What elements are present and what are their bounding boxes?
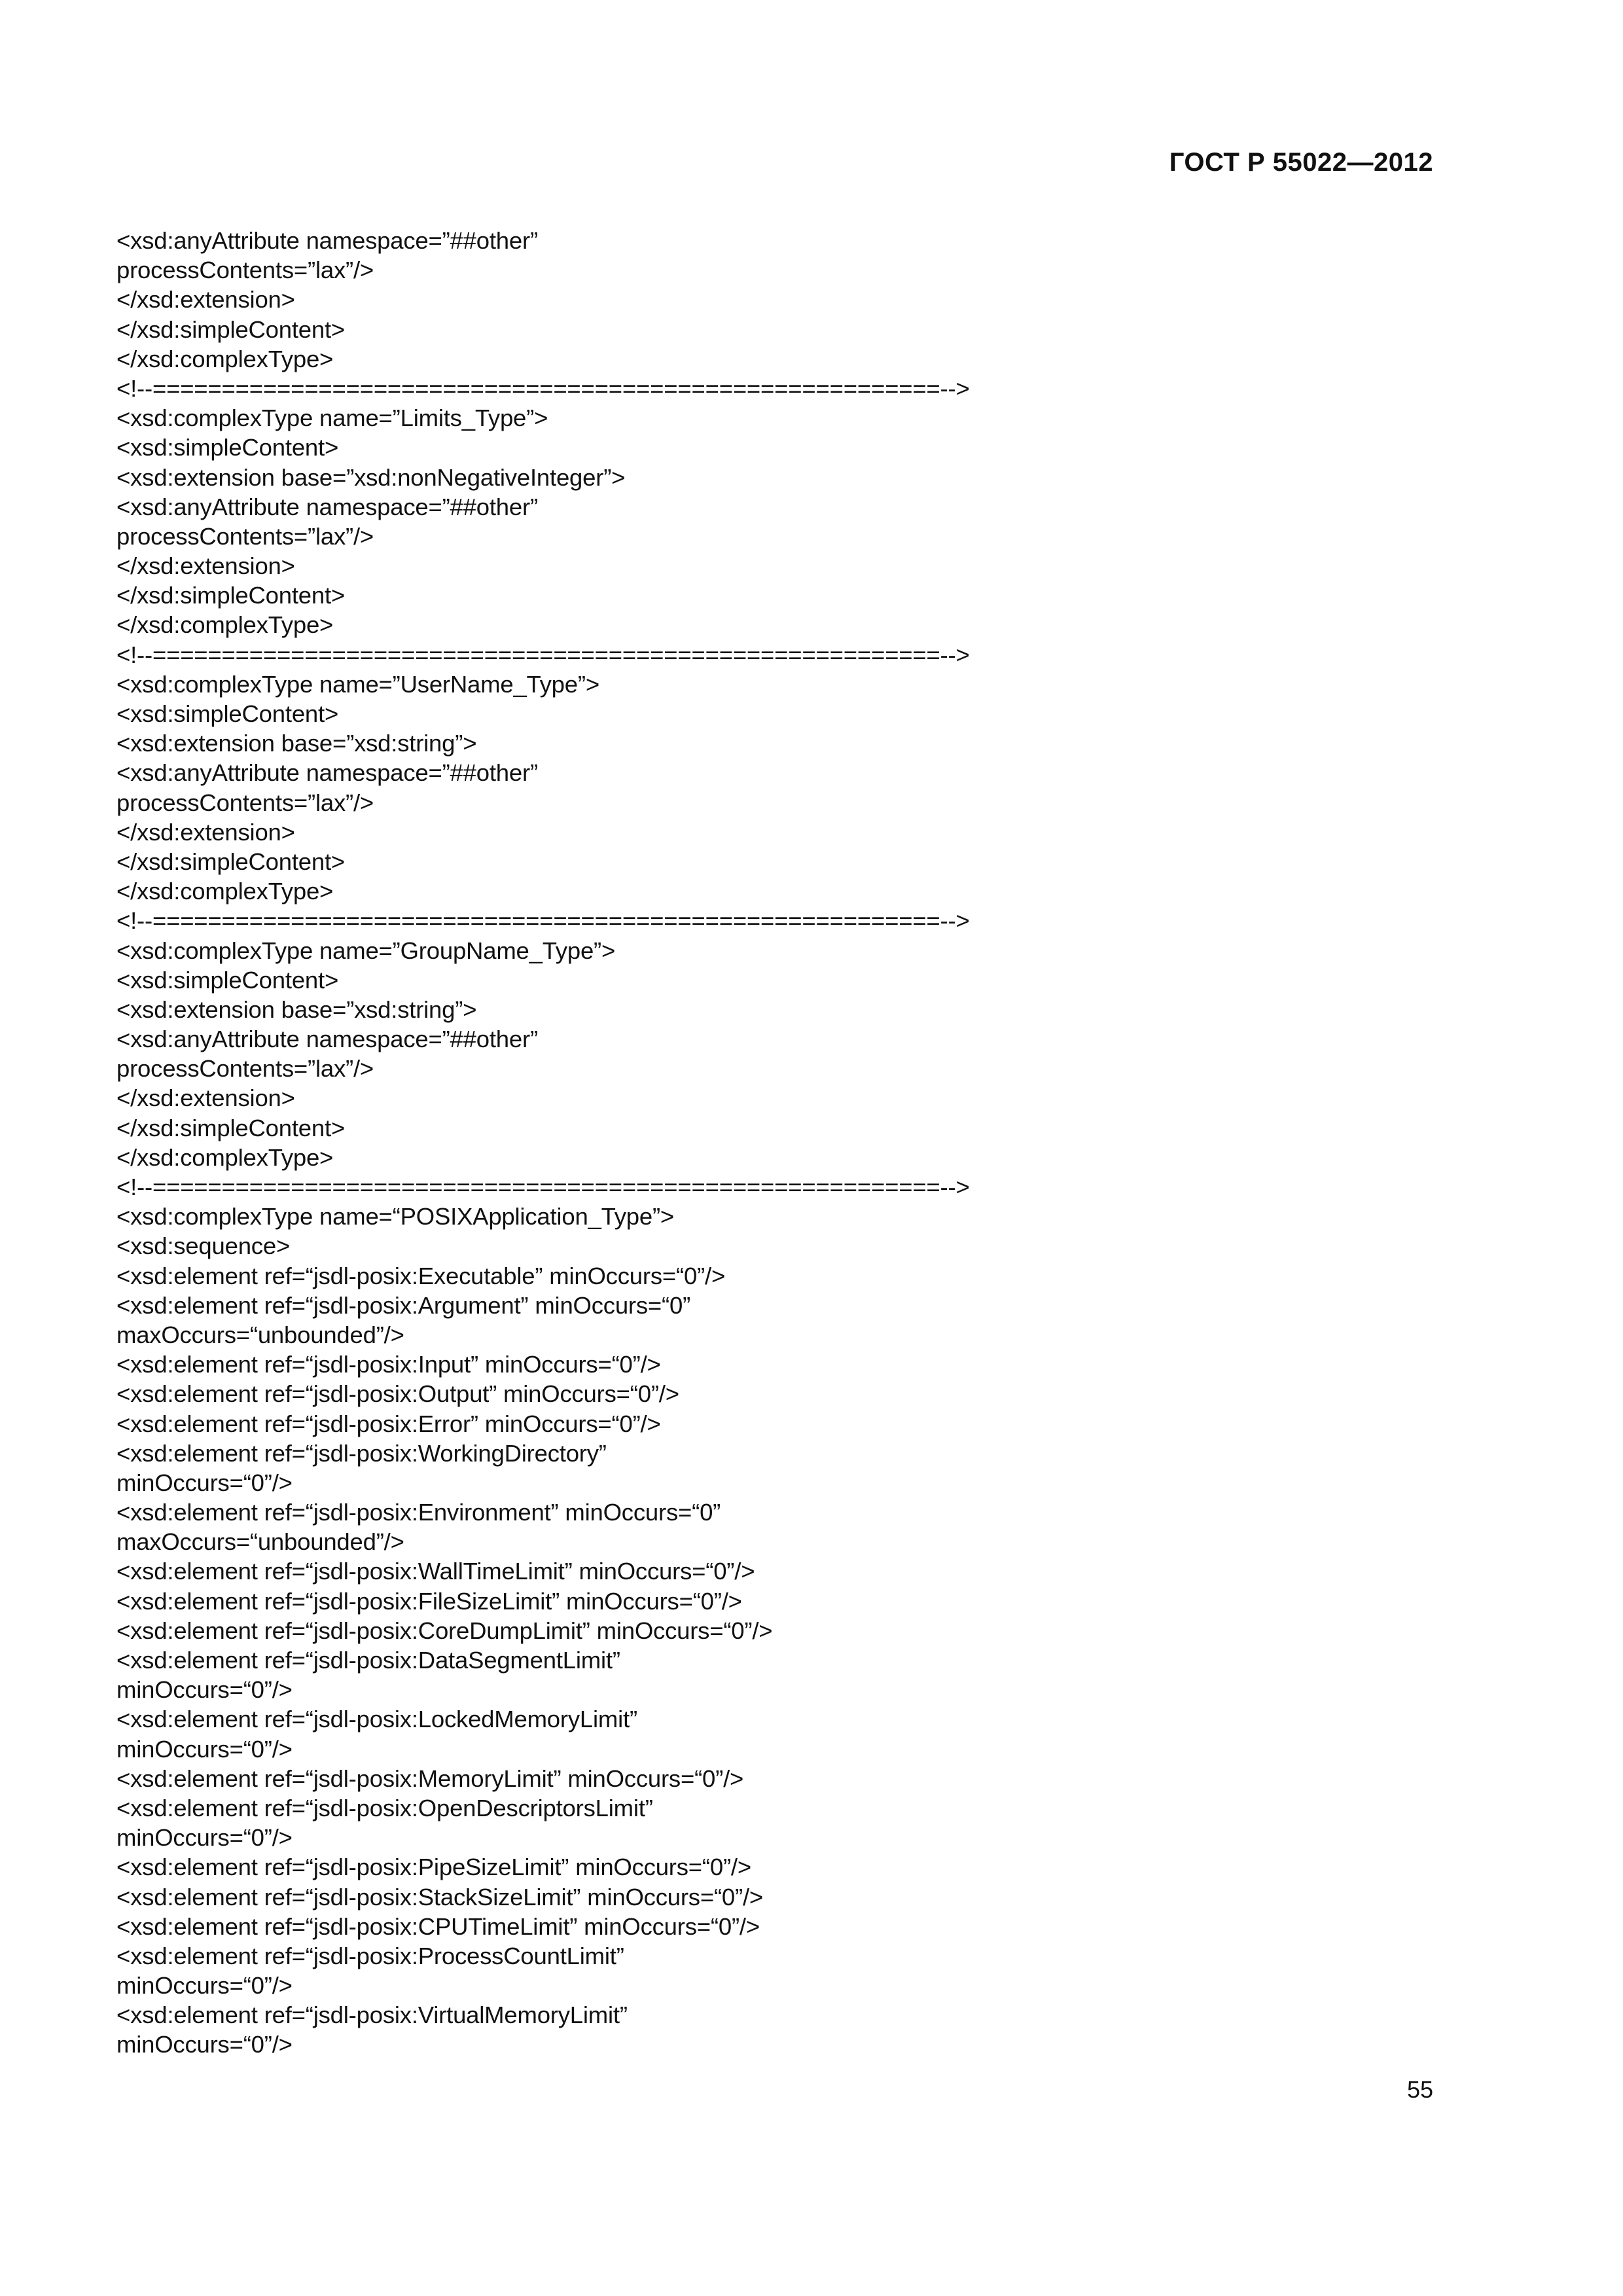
code-line: <xsd:element ref=“jsdl-posix:FileSizeLimit” minOccurs=“0”/> xyxy=(116,1587,742,1615)
code-line: <xsd:complexType name=”UserName_Type”> xyxy=(116,670,599,698)
code-line: <xsd:element ref=“jsdl-posix:Error” minOccurs=“0”/> xyxy=(116,1410,661,1437)
code-line: minOccurs=“0”/> xyxy=(116,1972,293,2000)
code-line: <xsd:simpleContent> xyxy=(116,966,339,994)
code-line: <xsd:complexType name=”GroupName_Type”> xyxy=(116,937,616,964)
code-line: </xsd:extension> xyxy=(116,818,295,846)
code-line: </xsd:complexType> xyxy=(116,878,334,905)
code-line: <xsd:element ref=“jsdl-posix:PipeSizeLimit” minOccurs=“0”/> xyxy=(116,1854,751,1881)
code-line: <xsd:complexType name=“POSIXApplication_Type”> xyxy=(116,1203,675,1230)
code-line: </xsd:simpleContent> xyxy=(116,848,346,875)
code-line: minOccurs=“0”/> xyxy=(116,1676,293,1704)
code-line: <xsd:extension base=”xsd:nonNegativeInteger”> xyxy=(116,463,626,491)
code-line: <xsd:element ref=“jsdl-posix:ProcessCountLimit” xyxy=(116,1942,624,1969)
code-line: minOccurs=“0”/> xyxy=(116,1735,293,1763)
code-line: </xsd:extension> xyxy=(116,552,295,580)
code-line: <xsd:simpleContent> xyxy=(116,434,339,461)
code-line: </xsd:complexType> xyxy=(116,611,334,639)
code-line: <xsd:element ref=“jsdl-posix:Input” minOccurs=“0”/> xyxy=(116,1351,661,1378)
code-line: <!--=========================================================--> xyxy=(116,1174,970,1200)
xsd-code-listing xyxy=(116,226,1458,2060)
code-line: <xsd:element ref=“jsdl-posix:Executable” minOccurs=“0”/> xyxy=(116,1262,726,1289)
code-line: </xsd:extension> xyxy=(116,286,295,314)
code-line: </xsd:simpleContent> xyxy=(116,315,346,343)
code-line: <xsd:element ref=“jsdl-posix:WallTimeLimit” minOccurs=“0”/> xyxy=(116,1558,755,1585)
code-line: <!--=========================================================--> xyxy=(116,907,970,935)
code-line: processContents=”lax”/> xyxy=(116,257,374,284)
code-line: </xsd:complexType> xyxy=(116,345,334,372)
code-line: processContents=”lax”/> xyxy=(116,789,374,816)
code-line: <xsd:element ref=“jsdl-posix:StackSizeLimit” minOccurs=“0”/> xyxy=(116,1883,764,1910)
code-line: <!--=========================================================--> xyxy=(116,641,970,668)
code-line: <xsd:element ref=“jsdl-posix:WorkingDirectory” xyxy=(116,1439,607,1467)
code-line: <xsd:anyAttribute namespace=”##other” xyxy=(116,493,538,520)
code-line: <xsd:extension base=”xsd:string”> xyxy=(116,730,477,757)
code-line: <xsd:anyAttribute namespace=”##other” xyxy=(116,1026,538,1053)
code-line: </xsd:complexType> xyxy=(116,1143,334,1171)
code-line: <xsd:anyAttribute namespace=”##other” xyxy=(116,759,538,787)
code-line: <xsd:element ref=“jsdl-posix:CPUTimeLimit” minOccurs=“0”/> xyxy=(116,1912,760,1940)
code-line: maxOccurs=“unbounded”/> xyxy=(116,1321,404,1348)
code-line: <xsd:element ref=“jsdl-posix:CoreDumpLimit” minOccurs=“0”/> xyxy=(116,1617,773,1644)
code-line: minOccurs=“0”/> xyxy=(116,2031,293,2058)
code-line: <xsd:element ref=“jsdl-posix:Argument” minOccurs=“0” xyxy=(116,1291,691,1319)
code-line: <xsd:element ref=“jsdl-posix:DataSegmentLimit” xyxy=(116,1647,620,1674)
code-line: maxOccurs=“unbounded”/> xyxy=(116,1528,404,1556)
code-line: <xsd:sequence> xyxy=(116,1232,291,1260)
code-line: <xsd:anyAttribute namespace=”##other” xyxy=(116,227,538,254)
code-line: minOccurs=“0”/> xyxy=(116,1469,293,1496)
code-line: </xsd:extension> xyxy=(116,1085,295,1112)
code-line: processContents=”lax”/> xyxy=(116,522,374,550)
code-line: <xsd:extension base=”xsd:string”> xyxy=(116,996,477,1023)
code-line: <xsd:element ref=“jsdl-posix:VirtualMemoryLimit” xyxy=(116,2001,628,2029)
code-line: minOccurs=“0”/> xyxy=(116,1824,293,1852)
code-line: <xsd:element ref=“jsdl-posix:Output” minOccurs=“0”/> xyxy=(116,1380,679,1408)
code-line: </xsd:simpleContent> xyxy=(116,1114,346,1141)
document-code-header: ГОСТ Р 55022—2012 xyxy=(1169,148,1433,177)
code-line: <xsd:element ref=“jsdl-posix:MemoryLimit” minOccurs=“0”/> xyxy=(116,1765,744,1792)
code-line: <xsd:element ref=“jsdl-posix:OpenDescriptorsLimit” xyxy=(116,1794,653,1821)
code-line: processContents=”lax”/> xyxy=(116,1055,374,1083)
code-line: <xsd:element ref=“jsdl-posix:LockedMemoryLimit” xyxy=(116,1706,637,1733)
code-line: </xsd:simpleContent> xyxy=(116,582,346,609)
code-line: <!--=========================================================--> xyxy=(116,374,970,402)
code-line: <xsd:complexType name=”Limits_Type”> xyxy=(116,404,548,432)
code-line: <xsd:simpleContent> xyxy=(116,700,339,727)
code-line: <xsd:element ref=“jsdl-posix:Environment” minOccurs=“0” xyxy=(116,1499,721,1526)
page-number: 55 xyxy=(1406,2076,1433,2103)
